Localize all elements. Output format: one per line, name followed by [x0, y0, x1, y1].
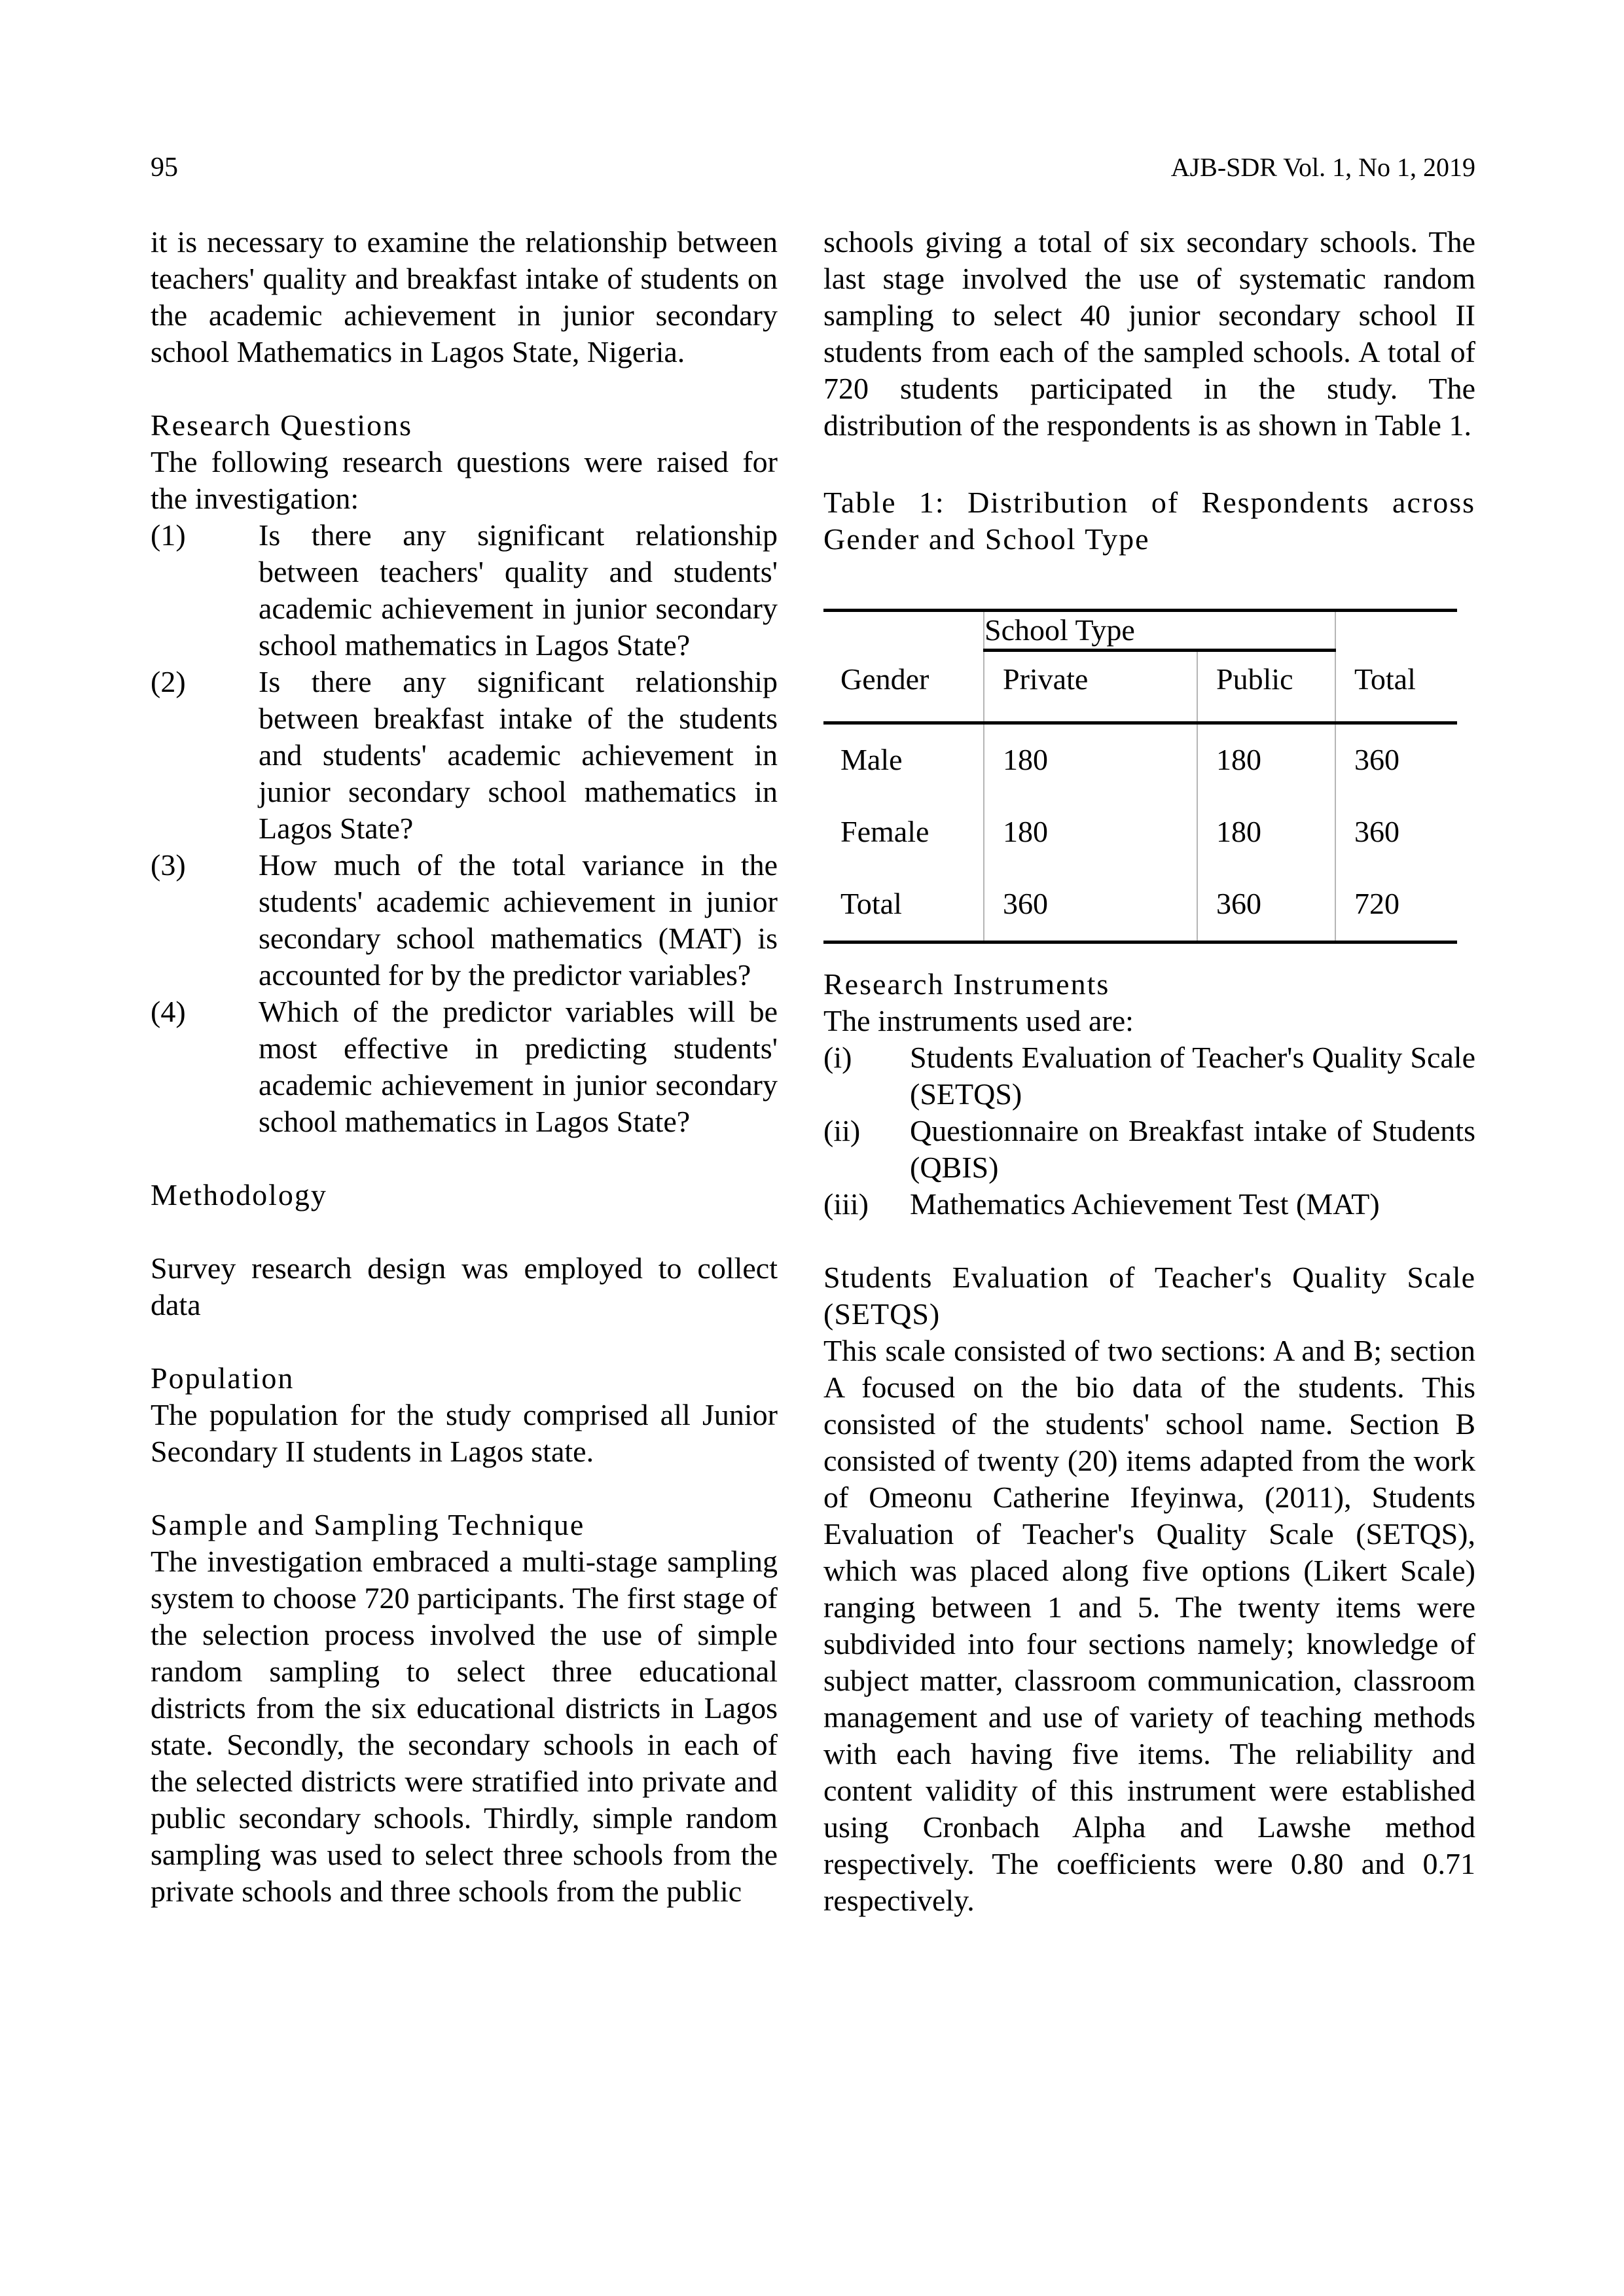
- table-caption: Table 1: Distribution of Respondents across Gender and School Type: [823, 486, 1475, 556]
- research-questions-lead: The following research questions were raised for the investigation:: [151, 445, 778, 515]
- list-item-text: Questionnaire on Breakfast intake of Students (QBIS): [910, 1114, 1475, 1184]
- row-label: Total: [840, 887, 902, 920]
- list-item: [151, 994, 778, 1140]
- cell-total: 360: [1335, 797, 1457, 869]
- cell-total: 720: [1335, 869, 1457, 942]
- methodology-paragraph: Survey research design was employed to collect data: [151, 1251, 778, 1321]
- list-item-text: Which of the predictor variables will be most effective in predicting students' academic achievement in junior secondary school mathematics in Lagos State?: [259, 995, 778, 1138]
- table-row: [823, 797, 1457, 869]
- table-row: [823, 723, 1457, 797]
- respondents-table: [823, 609, 1475, 944]
- list-item: [823, 1113, 1475, 1186]
- right-column: [823, 224, 1475, 1919]
- list-item-text: Students Evaluation of Teacher's Quality Scale (SETQS): [910, 1041, 1475, 1111]
- cell-total: 360: [1335, 723, 1457, 797]
- setqs-paragraph: This scale consisted of two sections: A and B; section A focused on the bio data of the students. This consisted of the students' school name. Section B consisted of twenty (20) items adapted from the work of Omeonu Catherine Ifeyinwa, (2011), Students Evaluation of Teacher's Quality Scale (SETQS), which was placed along five options (Likert Scale) ranging between 1 and 5. The twenty items were subdivided into four sections namely; knowledge of subject matter, classroom communication, classroom management and use of variety of teaching methods with each having five items. The reliability and content validity of this instrument were established using Cronbach Alpha and Lawshe method respectively. The coefficients were 0.80 and 0.71 respectively.: [823, 1334, 1475, 1917]
- school-type-span-header: School Type: [984, 611, 1335, 651]
- list-item-text: Is there any significant relationship between teachers' quality and students' academic achievement in junior secondary school mathematics in Lagos State?: [259, 518, 778, 662]
- list-item: [151, 517, 778, 664]
- page-header: [151, 152, 1475, 183]
- list-item-number: (iii): [823, 1187, 869, 1221]
- list-item-text: How much of the total variance in the students' academic achievement in junior secondary school mathematics (MAT) is accounted for by the predictor variables?: [259, 848, 778, 992]
- sampling-paragraph: The investigation embraced a multi-stage sampling system to choose 720 participants. The first stage of the selection process involved the use of simple random sampling to select three educational districts from the six educational districts in Lagos state. Secondly, the secondary schools in each of the selected districts were stratified into private and public secondary schools. Thirdly, simple random sampling was used to select three schools from the private schools and three schools from the public: [151, 1545, 778, 1908]
- list-item: [823, 1186, 1475, 1223]
- cell-public: 180: [1197, 723, 1335, 797]
- column-header-private: Private: [984, 651, 1197, 723]
- empty-cell: [823, 611, 984, 651]
- page-number: 95: [151, 152, 178, 183]
- empty-cell: [1335, 611, 1457, 651]
- continuation-paragraph: schools giving a total of six secondary schools. The last stage involved the use of systematic random sampling to select 40 junior secondary school II students from each of the sampled schools. A total of 720 students participated in the study. The distribution of the respondents is as shown in Table 1.: [823, 225, 1475, 442]
- list-item-text: Is there any significant relationship between breakfast intake of the students and students' academic achievement in junior secondary school mathematics in Lagos State?: [259, 665, 778, 845]
- instruments-list: [823, 1039, 1475, 1223]
- instruments-lead: The instruments used are:: [823, 1004, 1134, 1037]
- cell-private: 360: [984, 869, 1197, 942]
- row-label: Female: [840, 815, 929, 848]
- sampling-heading: Sample and Sampling Technique: [151, 1508, 585, 1541]
- methodology-heading: Methodology: [151, 1178, 327, 1211]
- row-label: Male: [840, 743, 903, 776]
- journal-reference: AJB-SDR Vol. 1, No 1, 2019: [1170, 152, 1475, 182]
- list-item: [151, 664, 778, 847]
- list-item-number: (1): [151, 518, 186, 552]
- research-questions-heading: Research Questions: [151, 408, 413, 442]
- list-item: [823, 1039, 1475, 1113]
- setqs-heading: Students Evaluation of Teacher's Quality Scale (SETQS): [823, 1261, 1475, 1331]
- table-header-row: [823, 651, 1457, 723]
- column-header-gender: Gender: [823, 651, 984, 723]
- list-item-number: (2): [151, 665, 186, 698]
- list-item-number: (4): [151, 995, 186, 1028]
- population-heading: Population: [151, 1361, 295, 1395]
- population-paragraph: The population for the study comprised all Junior Secondary II students in Lagos state.: [151, 1398, 778, 1468]
- table-row: [823, 869, 1457, 942]
- list-item-number: (3): [151, 848, 186, 882]
- cell-public: 360: [1197, 869, 1335, 942]
- cell-public: 180: [1197, 797, 1335, 869]
- cell-private: 180: [984, 797, 1197, 869]
- list-item-text: Mathematics Achievement Test (MAT): [910, 1187, 1380, 1221]
- intro-paragraph: it is necessary to examine the relationship between teachers' quality and breakfast intake of students on the academic achievement in junior secondary school Mathematics in Lagos State, Nigeria.: [151, 225, 778, 368]
- column-header-public: Public: [1197, 651, 1335, 723]
- column-header-total: Total: [1335, 651, 1457, 723]
- cell-private: 180: [984, 723, 1197, 797]
- instruments-heading: Research Instruments: [823, 967, 1110, 1001]
- list-item-number: (i): [823, 1041, 852, 1074]
- list-item: [151, 847, 778, 994]
- list-item-number: (ii): [823, 1114, 861, 1147]
- research-questions-list: [151, 517, 778, 1140]
- left-column: [151, 224, 778, 1910]
- table-span-header-row: [823, 611, 1457, 651]
